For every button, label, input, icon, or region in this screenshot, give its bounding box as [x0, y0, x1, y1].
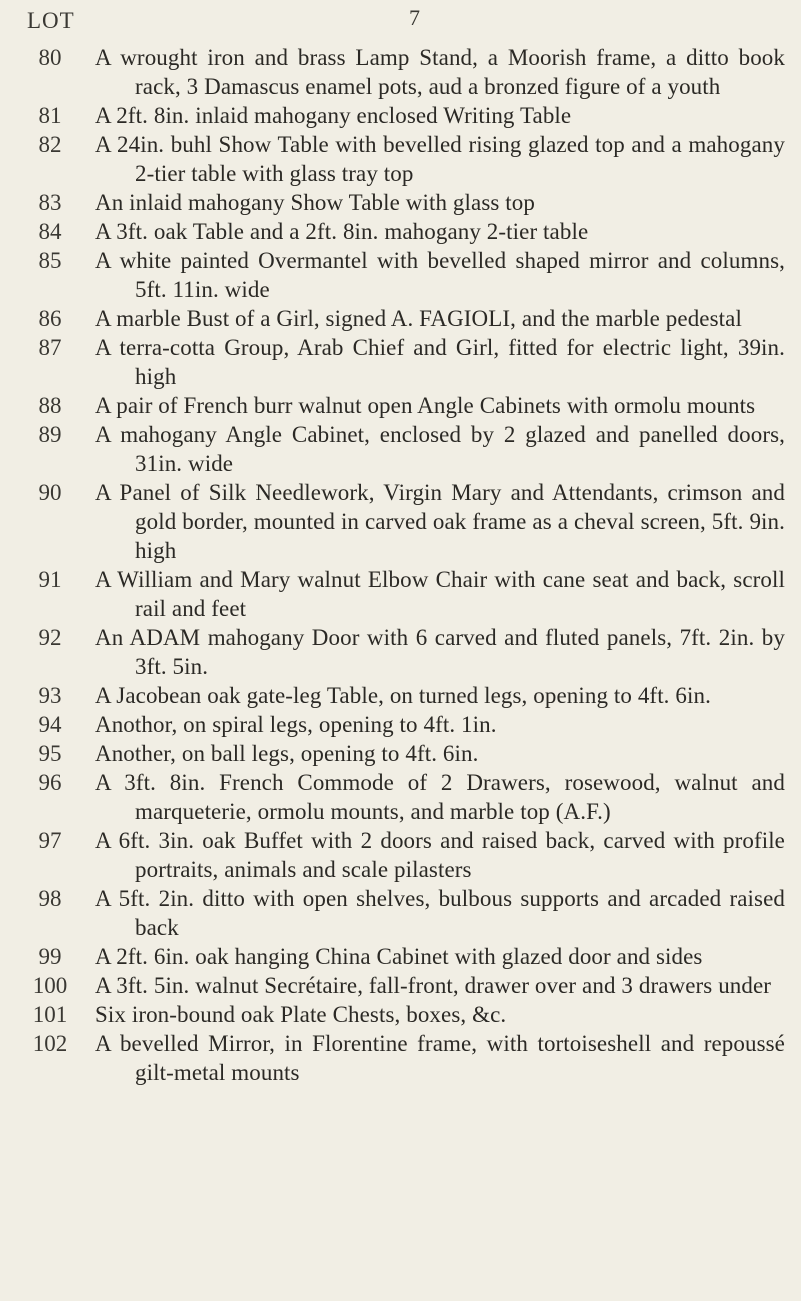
lot-number: 90 — [38, 480, 62, 505]
lot-entry-102 — [0, 1029, 801, 1087]
lot-list — [0, 43, 801, 1087]
lot-number: 85 — [38, 248, 62, 273]
lot-description: A terra-cotta Group, Arab Chief and Girl, fitted for electric light, 39in. high — [95, 335, 785, 389]
lot-description: A Panel of Silk Needlework, Virgin Mary and Attendants, crimson and gold border, mounted in carved oak frame as a cheval screen, 5ft. 9in. high — [95, 480, 785, 563]
lot-description: A mahogany Angle Cabinet, enclosed by 2 glazed and panelled doors, 31in. wide — [95, 422, 785, 476]
lot-description: A William and Mary walnut Elbow Chair with cane seat and back, scroll rail and feet — [95, 567, 785, 621]
lot-number: 86 — [38, 306, 62, 331]
lot-number: 96 — [38, 770, 62, 795]
lot-description: A 5ft. 2in. ditto with open shelves, bulbous supports and arcaded raised back — [95, 886, 785, 940]
lot-entry-101 — [0, 1000, 801, 1029]
lot-number: 98 — [38, 886, 62, 911]
lot-number: 100 — [32, 973, 68, 998]
lot-entry-93 — [0, 681, 801, 710]
lot-entry-86 — [0, 304, 801, 333]
lot-number: 83 — [38, 190, 62, 215]
lot-description: Another, on ball legs, opening to 4ft. 6in. — [95, 741, 479, 766]
lot-entry-82 — [0, 130, 801, 188]
lot-number: 88 — [38, 393, 62, 418]
lot-entry-96 — [0, 768, 801, 826]
lot-entry-87 — [0, 333, 801, 391]
lot-number: 91 — [38, 567, 62, 592]
lot-entry-88 — [0, 391, 801, 420]
lot-description: An ADAM mahogany Door with 6 carved and fluted panels, 7ft. 2in. by 3ft. 5in. — [95, 625, 785, 679]
lot-description: Anothor, on spiral legs, opening to 4ft. 1in. — [95, 712, 497, 737]
lot-description: A 3ft. 8in. French Commode of 2 Drawers, rosewood, walnut and marqueterie, ormolu mounts, and marble top (A.F.) — [95, 770, 785, 824]
lot-description: A pair of French burr walnut open Angle Cabinets with ormolu mounts — [95, 393, 756, 418]
lot-entry-98 — [0, 884, 801, 942]
lot-description: A 24in. buhl Show Table with bevelled rising glazed top and a mahogany 2-tier table with glass tray top — [95, 132, 785, 186]
lot-number: 101 — [32, 1002, 68, 1027]
lot-description: A 2ft. 8in. inlaid mahogany enclosed Writing Table — [95, 103, 572, 128]
lot-number: 80 — [38, 45, 62, 70]
lot-entry-89 — [0, 420, 801, 478]
lot-description: A 3ft. oak Table and a 2ft. 8in. mahogany 2-tier table — [95, 219, 589, 244]
lot-number: 87 — [38, 335, 62, 360]
lot-description: A white painted Overmantel with bevelled shaped mirror and columns, 5ft. 11in. wide — [95, 248, 785, 302]
lot-entry-94 — [0, 710, 801, 739]
lot-entry-85 — [0, 246, 801, 304]
lot-description: A wrought iron and brass Lamp Stand, a Moorish frame, a ditto book rack, 3 Damascus enamel pots, aud a bronzed figure of a youth — [95, 45, 785, 99]
lot-entry-92 — [0, 623, 801, 681]
lot-entry-95 — [0, 739, 801, 768]
lot-entry-91 — [0, 565, 801, 623]
lot-number: 93 — [38, 683, 62, 708]
lot-number: 89 — [38, 422, 62, 447]
lot-description: A Jacobean oak gate-leg Table, on turned legs, opening to 4ft. 6in. — [95, 683, 711, 708]
lot-number: 84 — [38, 219, 62, 244]
lot-description: A 6ft. 3in. oak Buffet with 2 doors and raised back, carved with profile portraits, animals and scale pilasters — [95, 828, 785, 882]
lot-entry-100 — [0, 971, 801, 1000]
lot-number: 81 — [38, 103, 62, 128]
lot-number: 95 — [38, 741, 62, 766]
lot-description: A 2ft. 6in. oak hanging China Cabinet with glazed door and sides — [95, 944, 703, 969]
lot-number: 102 — [32, 1031, 68, 1056]
lot-number: 97 — [38, 828, 62, 853]
lot-entry-80 — [0, 43, 801, 101]
lot-description: An inlaid mahogany Show Table with glass top — [95, 190, 535, 215]
lot-entry-83 — [0, 188, 801, 217]
lot-description: Six iron-bound oak Plate Chests, boxes, &c. — [95, 1002, 507, 1027]
lot-entry-97 — [0, 826, 801, 884]
lot-entry-84 — [0, 217, 801, 246]
lot-description: A marble Bust of a Girl, signed A. FAGIOLI, and the marble pedestal — [95, 306, 742, 331]
lot-description: A 3ft. 5in. walnut Secrétaire, fall-front, drawer over and 3 drawers under — [95, 973, 772, 998]
lot-description: A bevelled Mirror, in Florentine frame, with tortoiseshell and repoussé gilt-metal mounts — [95, 1031, 785, 1085]
lot-number: 94 — [38, 712, 62, 737]
lot-number: 99 — [38, 944, 62, 969]
lot-column-heading: LOT — [27, 8, 75, 33]
page-number: 7 — [409, 5, 420, 30]
lot-entry-81 — [0, 101, 801, 130]
lot-number: 92 — [38, 625, 62, 650]
lot-entry-90 — [0, 478, 801, 565]
lot-number: 82 — [38, 132, 62, 157]
lot-entry-99 — [0, 942, 801, 971]
